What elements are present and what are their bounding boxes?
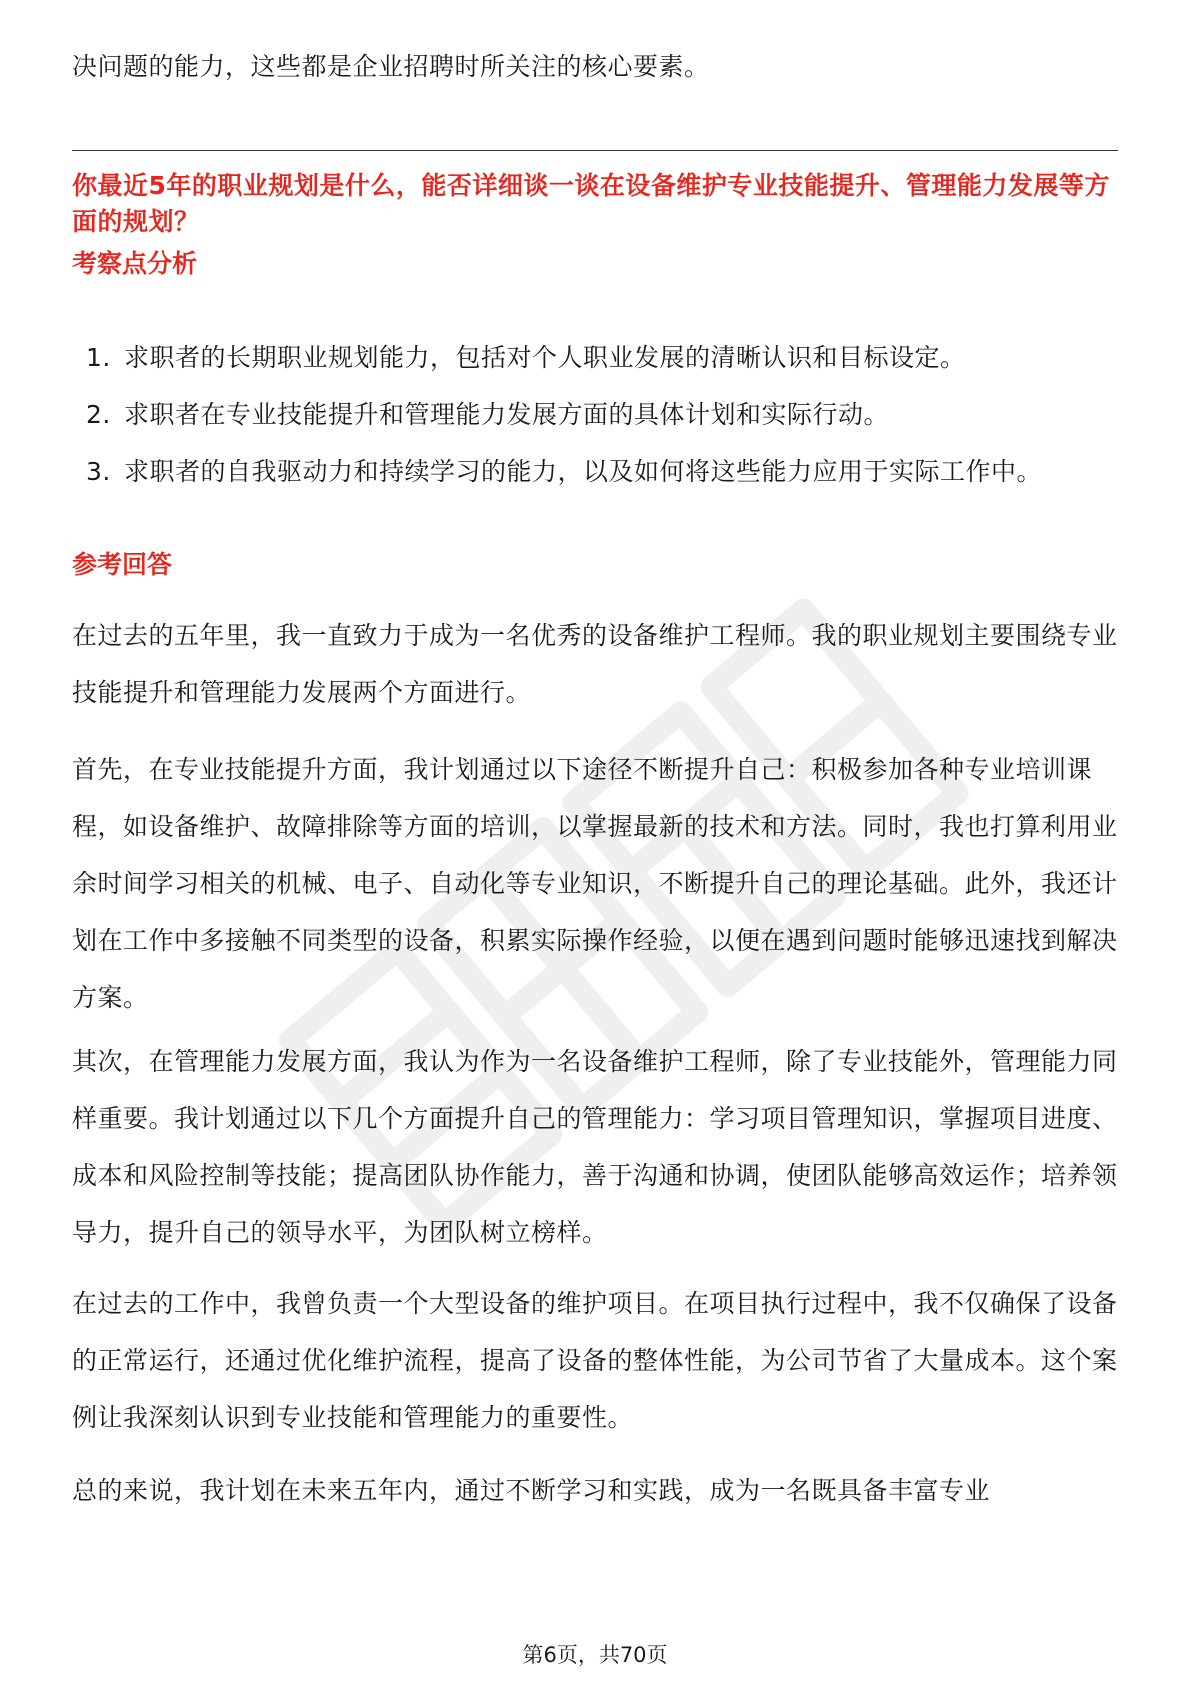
list-item-number: 1. [86,343,111,372]
list-item-text: 求职者的长期职业规划能力，包括对个人职业发展的清晰认识和目标设定。 [124,343,966,372]
answer-paragraph: 其次，在管理能力发展方面，我认为作为一名设备维护工程师，除了专业技能外，管理能力同样重要。我计划通过以下几个方面提升自己的管理能力：学习项目管理知识，掌握项目进度、成本和风险控制等技能；提高团队协作能力，善于沟通和协调，使团队能够高效运作；培养领导力，提升自己的领导水平，为团队树立榜样。 [72,1047,1118,1247]
section-divider [72,150,1118,151]
answer-paragraph: 总的来说，我计划在未来五年内，通过不断学习和实践，成为一名既具备丰富专业 [72,1476,991,1505]
top-paragraph: 决问题的能力，这些都是企业招聘时所关注的核心要素。 [72,52,710,81]
list-item [72,386,1118,443]
list-item-text: 求职者的自我驱动力和持续学习的能力，以及如何将这些能力应用于实际工作中。 [124,457,1043,486]
page-footer: 第6页，共70页 [522,1643,668,1667]
answer-title: 参考回答 [72,550,173,579]
list-item-number: 3. [86,457,111,486]
list-item [72,443,1118,500]
list-item [72,329,1118,386]
question-heading: 你最近5年的职业规划是什么，能否详细谈一谈在设备维护专业技能提升、管理能力发展等方面的规划？ [72,171,1110,236]
list-item-number: 2. [86,400,111,429]
answer-paragraph: 在过去的工作中，我曾负责一个大型设备的维护项目。在项目执行过程中，我不仅确保了设备的正常运行，还通过优化维护流程，提高了设备的整体性能，为公司节省了大量成本。这个案例让我深刻认识到专业技能和管理能力的重要性。 [72,1289,1118,1432]
answer-paragraph: 首先，在专业技能提升方面，我计划通过以下途径不断提升自己：积极参加各种专业培训课程，如设备维护、故障排除等方面的培训，以掌握最新的技术和方法。同时，我也打算利用业余时间学习相关的机械、电子、自动化等专业知识，不断提升自己的理论基础。此外，我还计划在工作中多接触不同类型的设备，积累实际操作经验，以便在遇到问题时能够迅速找到解决方案。 [72,755,1118,1012]
list-item-text: 求职者在专业技能提升和管理能力发展方面的具体计划和实际行动。 [124,400,890,429]
analysis-title: 考察点分析 [72,249,198,278]
answer-paragraph: 在过去的五年里，我一直致力于成为一名优秀的设备维护工程师。我的职业规划主要围绕专业技能提升和管理能力发展两个方面进行。 [72,621,1118,707]
analysis-list [72,329,1118,500]
